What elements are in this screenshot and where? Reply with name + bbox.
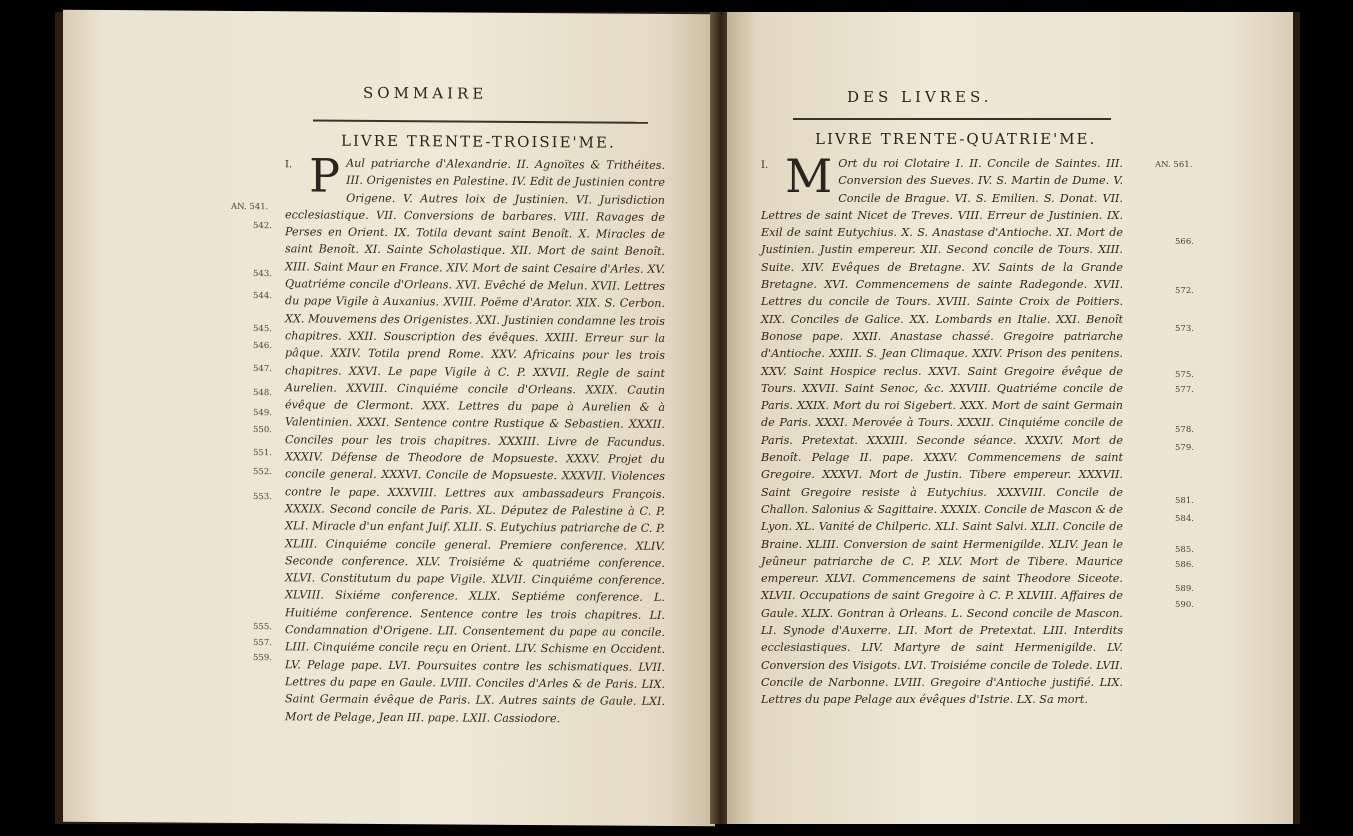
right-drop-cap: M: [785, 149, 833, 203]
left-running-head: SOMMAIRE: [363, 83, 488, 103]
right-summary-body: Ort du roi Clotaire I. II. Concile de Saintes. III. Conversion des Sueves. IV. S. Martin de Dume. V. Concile de Brague. VI. S. Emilien. S. Donat. VII. Lettres de saint Nicet de Treves. VIII. Erreur de Justinien. IX. Exil de saint Eutychius. X. S. Anastase d'Antioche. XI. Mort de Justinien. Justin empereur. XII. Second concile de Tours. XIII. Suite. XIV. Evêques de Bretagne. XV. Saints de la Grande Bretagne. XVI. Commencemens de sainte Radegonde. XVII. Lettres du concile de Tours. XVIII. Sainte Croix de Poitiers. XIX. Conciles de Galice. XX. Lombards en Italie. XXI. Benoît Bonose pape. XXII. Anastase chassé. Gregoire patriarche d'Antioche. XXIII. S. Jean Climaque. XXIV. Prison des penitens. XXV. Saint Hospice reclus. XXVI. Saint Gregoire évêque de Tours. XXVII. Saint Senoc, &c. XXVIII. Quatriéme concile de Paris. XXIX. Mort du roi Sigebert. XXX. Mort de saint Germain de Paris. XXXI. Merovée à Tours. XXXII. Cinquiéme concile de Paris. Pretextat. XXXIII. Seconde séance. XXXIV. Mort de Benoît. Pelage II. pape. XXXV. Commencemens de saint Gregoire. XXXVI. Mort de Justin. Tibere empereur. XXXVII. Saint Gregoire resiste à Eutychius. XXXVIII. Concile de Challon. Salonius & Sagittaire. XXXIX. Concile de Mascon & de Lyon. XL. Vanité de Chilperic. XLI. Saint Salvi. XLII. Concile de Braine. XLIII. Conversion de saint Hermenigilde. XLIV. Jean le Jeûneur patriarche de C. P. XLV. Mort de Tibere. Maurice empereur. XLVI. Commencemens de saint Theodore Siceote. XLVII. Occupations de saint Gregoire à C. P. XLVIII. Affaires de Gaule. XLIX. Gontran à Orleans. L. Second concile de Mascon. LI. Synode d'Auxerre. LII. Mort de Pretextat. LIII. Interdits ecclesiastiques. LIV. Martyre de saint Hermenigilde. LV. Conversion des Visigots. LVI. Troisiéme concile de Tolede. LVII. Concile de Narbonne. LVIII. Gregoire d'Antioche justifié. LIX. Lettres du pape Pelage aux évêques d'Istrie. LX. Sa mort.: [761, 157, 1123, 707]
left-margin-year: 557.: [253, 638, 272, 649]
left-margin-year: 543.: [253, 269, 272, 280]
left-margin-year: 551.: [253, 448, 272, 459]
right-summary-text: [761, 149, 1123, 709]
left-page: [63, 10, 715, 827]
right-margin-year: 590.: [1175, 600, 1194, 610]
right-margin-year: 573.: [1175, 324, 1194, 334]
right-item-number: I.: [761, 160, 769, 171]
left-header-rule: [313, 119, 648, 123]
right-margin-year: 584.: [1175, 514, 1194, 524]
left-margin-year: AN. 541.: [231, 201, 269, 213]
right-page: [727, 12, 1293, 824]
left-margin-year: 555.: [253, 622, 272, 633]
left-margin-year: 544.: [253, 291, 272, 302]
right-running-head: DES LIVRES.: [847, 88, 993, 106]
left-margin-year: 549.: [253, 408, 272, 419]
right-margin-year: 577.: [1175, 385, 1194, 395]
right-margin-year: AN. 561.: [1155, 160, 1193, 170]
right-margin-year: 579.: [1175, 443, 1194, 453]
left-summary-text: [285, 148, 665, 727]
left-section-title: LIVRE TRENTE-TROISIE'ME.: [341, 131, 616, 152]
left-drop-cap: P: [309, 148, 341, 203]
right-margin-year: 572.: [1175, 286, 1194, 296]
right-section-title: LIVRE TRENTE-QUATRIE'ME.: [815, 130, 1097, 148]
right-margin-year: 578.: [1175, 425, 1194, 435]
left-summary-body: Aul patriarche d'Alexandrie. II. Agnoïtes & Trithéites. III. Origenistes en Palestine. IV. Edit de Justinien contre Origene. V. Autres loix de Justinien. VI. Jurisdiction ecclesiastique. VII. Conversions de barbares. VIII. Ravages de Perses en Orient. IX. Totila devant saint Benoît. X. Miracles de saint Benoît. XI. Sainte Scholastique. XII. Mort de saint Benoît. XIII. Saint Maur en France. XIV. Mort de saint Cesaire d'Arles. XV. Quatriéme concile d'Orleans. XVI. Evêché de Melun. XVII. Lettres du pape Vigile à Auxanius. XVIII. Poëme d'Arator. XIX. S. Cerbon. XX. Mouvemens des Origenistes. XXI. Justinien condamne les trois chapitres. XXII. Souscription des évêques. XXIII. Erreur sur la pâque. XXIV. Totila prend Rome. XXV. Africains pour les trois chapitres. XXVI. Le pape Vigile à C. P. XXVII. Regle de saint Aurelien. XXVIII. Cinquiéme concile d'Orleans. XXIX. Cautin évêque de Clermont. XXX. Lettres du pape à Aurelien & à Valentinien. XXXI. Sentence contre Rustique & Sebastien. XXXII. Conciles pour les trois chapitres. XXXIII. Livre de Facundus. XXXIV. Défense de Theodore de Mopsueste. XXXV. Projet du concile general. XXXVI. Concile de Mopsueste. XXXVII. Violences contre le pape. XXXVIII. Lettres aux ambassadeurs François. XXXIX. Second concile de Paris. XL. Députez de Palestine à C. P. XLI. Miracle d'un enfant Juif. XLII. S. Eutychius patriarche de C. P. XLIII. Cinquiéme concile general. Premiere conference. XLIV. Seconde conference. XLV. Troisiéme & quatriéme conference. XLVI. Constitutum du pape Vigile. XLVII. Cinquiéme conference. XLVIII. Sixiéme conference. XLIX. Septiéme conference. L. Huitiéme conference. Sentence contre les trois chapitres. LI. Condamnation d'Origene. LII. Consentement du pape au concile. LIII. Cinquiéme concile reçu en Orient. LIV. Schisme en Occident. LV. Pelage pape. LVI. Poursuites contre les schismatiques. LVII. Lettres du pape en Gaule. LVIII. Conciles d'Arles & de Paris. LIX. Saint Germain évêque de Paris. LX. Autres saints de Gaule. LXI. Mort de Pelage, Jean III. pape. LXII. Cassiodore.: [285, 156, 665, 725]
left-margin-year: 547.: [253, 364, 272, 375]
right-margin-year: 575.: [1175, 370, 1194, 380]
left-margin-year: 559.: [253, 653, 272, 664]
right-margin-year: 566.: [1175, 237, 1194, 247]
right-margin-year: 585.: [1175, 545, 1194, 555]
left-margin-year: 550.: [253, 425, 272, 436]
left-item-number: I.: [285, 159, 293, 171]
right-header-rule: [793, 118, 1111, 120]
right-margin-year: 589.: [1175, 584, 1194, 594]
left-margin-year: 545.: [253, 324, 272, 335]
left-margin-year: 548.: [253, 388, 272, 399]
left-margin-year: 553.: [253, 492, 272, 503]
left-margin-year: 552.: [253, 467, 272, 478]
left-margin-year: 542.: [253, 221, 272, 232]
right-margin-year: 586.: [1175, 560, 1194, 570]
left-margin-year: 546.: [253, 341, 272, 352]
open-book: [55, 12, 1300, 824]
right-margin-year: 581.: [1175, 496, 1194, 506]
